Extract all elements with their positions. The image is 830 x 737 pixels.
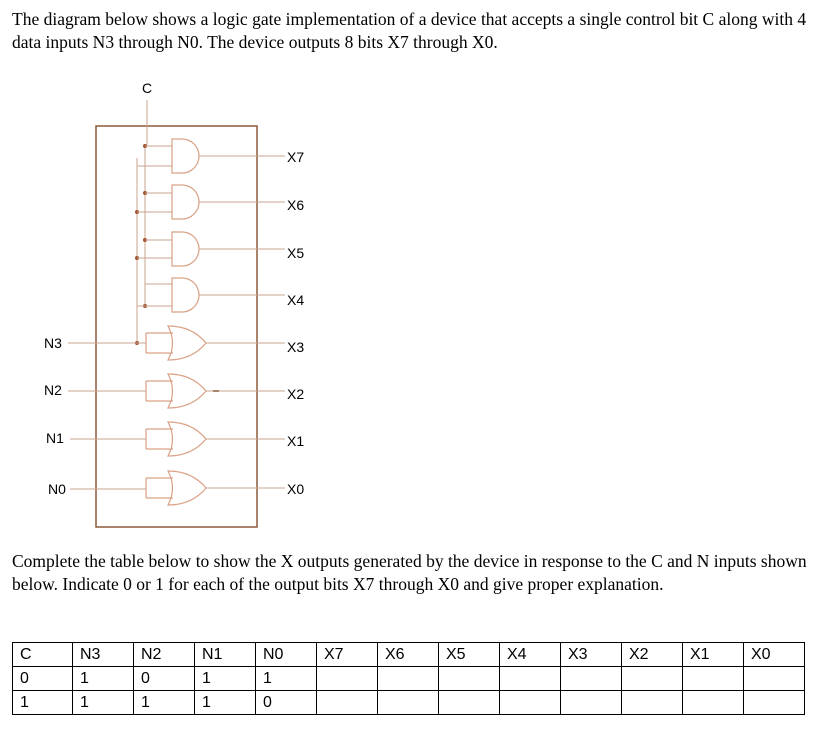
instructions-paragraph: Complete the table below to show the X outputs generated by the device in response to the C and N inputs shown below. Indicate 0 or 1 for each of the output bits X7 through X0 and give proper explanation. xyxy=(12,551,807,594)
table-cell: 1 xyxy=(195,667,256,691)
answer-cell[interactable] xyxy=(378,691,439,715)
header-cell: N2 xyxy=(134,643,195,667)
output-label-x6: X6 xyxy=(287,197,305,213)
or-gate-x1 xyxy=(168,422,206,456)
answer-cell[interactable] xyxy=(500,667,561,691)
and-gate-x7 xyxy=(172,139,199,173)
answer-cell[interactable] xyxy=(317,667,378,691)
answer-cell[interactable] xyxy=(439,691,500,715)
answer-cell[interactable] xyxy=(683,667,744,691)
answer-cell[interactable] xyxy=(622,667,683,691)
output-label-x3: X3 xyxy=(287,339,305,355)
header-cell: X6 xyxy=(378,643,439,667)
table-cell: 1 xyxy=(195,691,256,715)
output-label-x1: X1 xyxy=(287,433,305,449)
table-row xyxy=(13,691,805,715)
input-label-n1: N1 xyxy=(46,430,64,446)
table-cell: 0 xyxy=(13,667,73,691)
answer-cell[interactable] xyxy=(317,691,378,715)
header-cell: X3 xyxy=(561,643,622,667)
table-cell: 0 xyxy=(134,667,195,691)
header-cell: X0 xyxy=(744,643,805,667)
header-cell: X5 xyxy=(439,643,500,667)
header-cell: X1 xyxy=(683,643,744,667)
header-cell: X7 xyxy=(317,643,378,667)
table-cell: 1 xyxy=(73,691,134,715)
intro-paragraph: The diagram below shows a logic gate implementation of a device that accepts a single control bit C along with 4 data inputs N3 through N0. The device outputs 8 bits X7 through X0. xyxy=(12,9,807,52)
or-gate-x2 xyxy=(168,374,206,408)
output-label-x2: X2 xyxy=(287,386,305,402)
table-cell: 0 xyxy=(256,691,317,715)
answer-cell[interactable] xyxy=(561,691,622,715)
header-cell: X4 xyxy=(500,643,561,667)
answer-cell[interactable] xyxy=(500,691,561,715)
answer-cell[interactable] xyxy=(744,667,805,691)
and-gate-x4 xyxy=(172,278,199,312)
output-label-x5: X5 xyxy=(287,245,305,261)
table-cell: 1 xyxy=(134,691,195,715)
output-label-x4: X4 xyxy=(287,292,305,308)
table-row xyxy=(13,667,805,691)
header-cell: N0 xyxy=(256,643,317,667)
control-label-c: C xyxy=(141,80,153,96)
output-label-x0: X0 xyxy=(287,481,305,497)
truth-table xyxy=(12,642,805,715)
header-cell: C xyxy=(13,643,73,667)
output-label-x7: X7 xyxy=(287,149,305,165)
or-gate-x3 xyxy=(168,326,206,360)
input-label-n3: N3 xyxy=(44,335,62,351)
header-cell: N1 xyxy=(195,643,256,667)
input-label-n2: N2 xyxy=(44,382,62,398)
answer-cell[interactable] xyxy=(622,691,683,715)
answer-cell[interactable] xyxy=(439,667,500,691)
answer-cell[interactable] xyxy=(683,691,744,715)
answer-cell[interactable] xyxy=(744,691,805,715)
table-header-row xyxy=(13,643,805,667)
or-gate-x0 xyxy=(168,471,206,505)
answer-cell[interactable] xyxy=(378,667,439,691)
table-cell: 1 xyxy=(13,691,73,715)
input-label-n0: N0 xyxy=(48,481,66,497)
header-cell: N3 xyxy=(73,643,134,667)
and-gate-x6 xyxy=(172,185,199,219)
table-cell: 1 xyxy=(256,667,317,691)
and-gate-x5 xyxy=(172,232,199,266)
answer-cell[interactable] xyxy=(561,667,622,691)
header-cell: X2 xyxy=(622,643,683,667)
table-cell: 1 xyxy=(73,667,134,691)
